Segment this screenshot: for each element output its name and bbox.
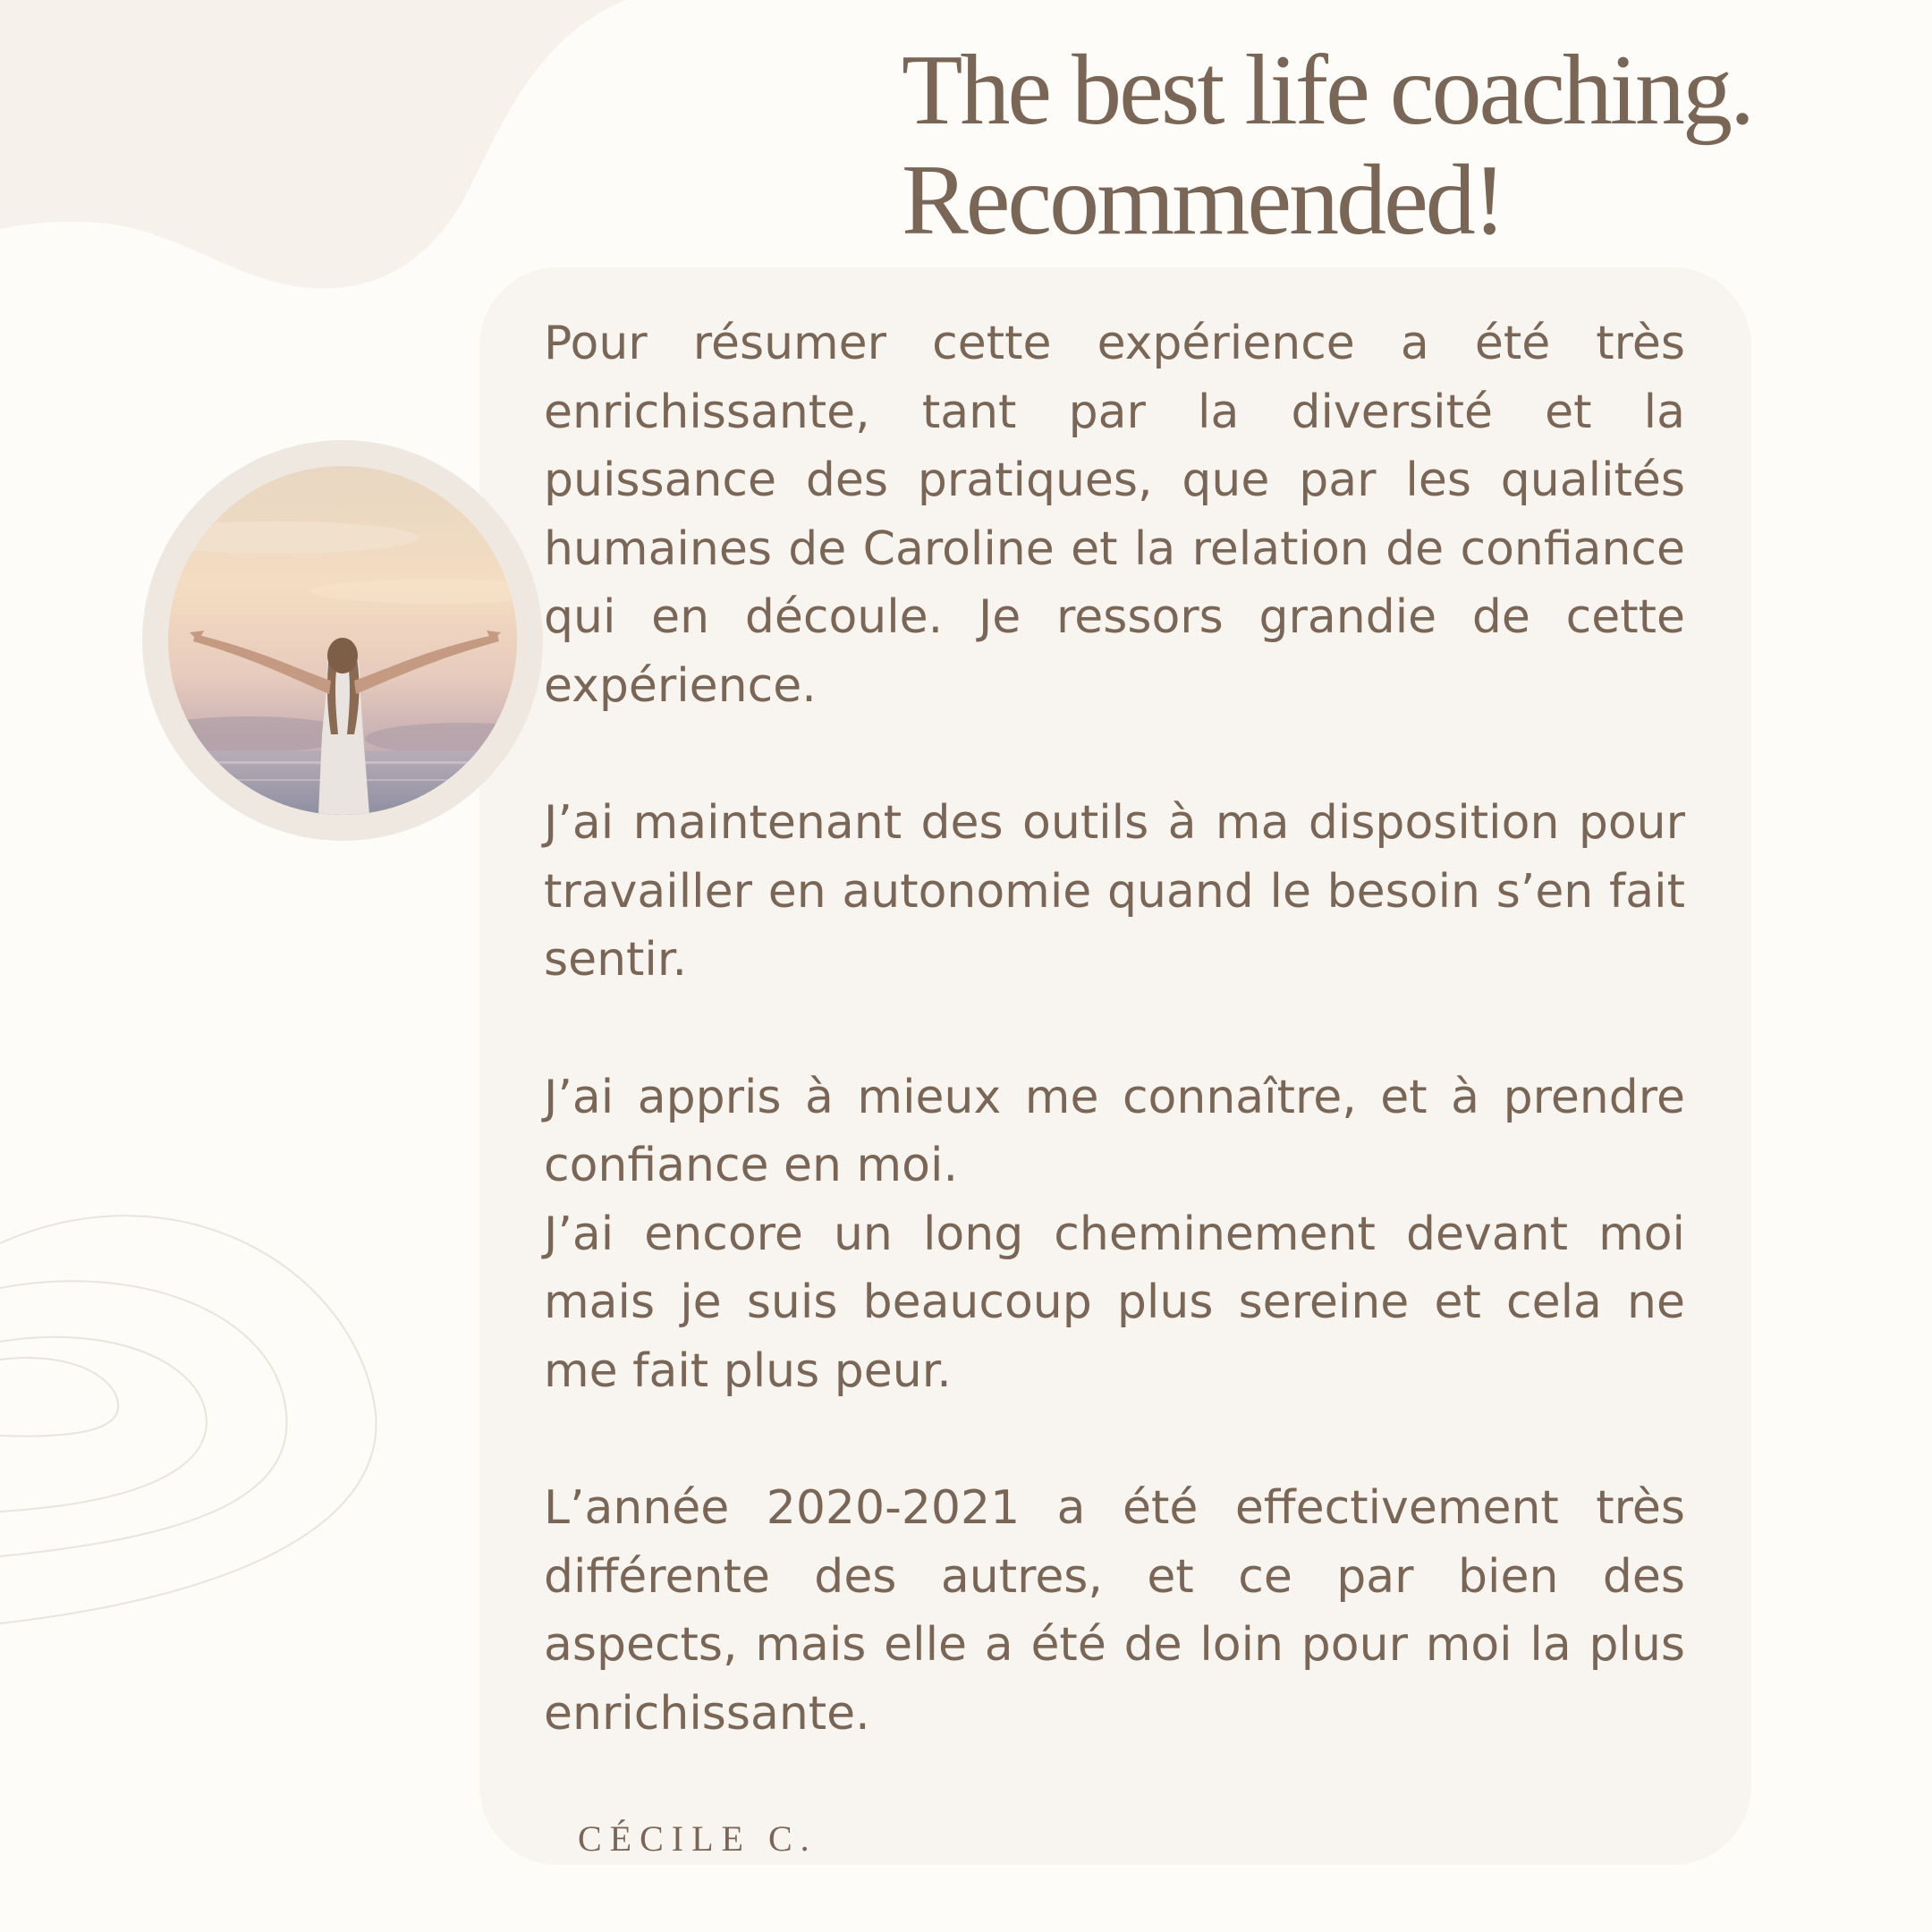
testimonial-paragraph-2: J’ai maintenant des outils à ma disposition pour travailler en autonomie quand le besoin s’en fait sentir. [544, 796, 1685, 987]
testimonial-paragraph-3: J’ai appris à mieux me connaître, et à prendre confiance en moi. [544, 1070, 1685, 1193]
title-line-2: Recommended! [902, 145, 1504, 256]
page-title [902, 36, 1752, 256]
testimonial-paragraph-4: J’ai encore un long cheminement devant moi mais je suis beaucoup plus sereine et cela ne me fait plus peur. [544, 1207, 1685, 1398]
testimonial-text [544, 309, 1685, 1748]
top-left-blob [0, 0, 626, 288]
title-line-1: The best life coaching. [902, 35, 1753, 146]
author-signature: CÉCILE C. [578, 1818, 818, 1859]
contour-lines-decoration [0, 1216, 377, 1623]
avatar-photo [168, 466, 517, 815]
avatar [168, 466, 517, 815]
testimonial-paragraph-5: L’année 2020-2021 a été effectivement très différente des autres, et ce par bien des aspects, mais elle a été de loin pour moi la plus enrichissante. [544, 1481, 1685, 1741]
testimonial-paragraph-1: Pour résumer cette expérience a été très enrichissante, tant par la diversité et la puissance des pratiques, que par les qualités humaines de Caroline et la relation de confiance qui en découle. Je ressors grandie de cette expérience. [544, 317, 1685, 713]
